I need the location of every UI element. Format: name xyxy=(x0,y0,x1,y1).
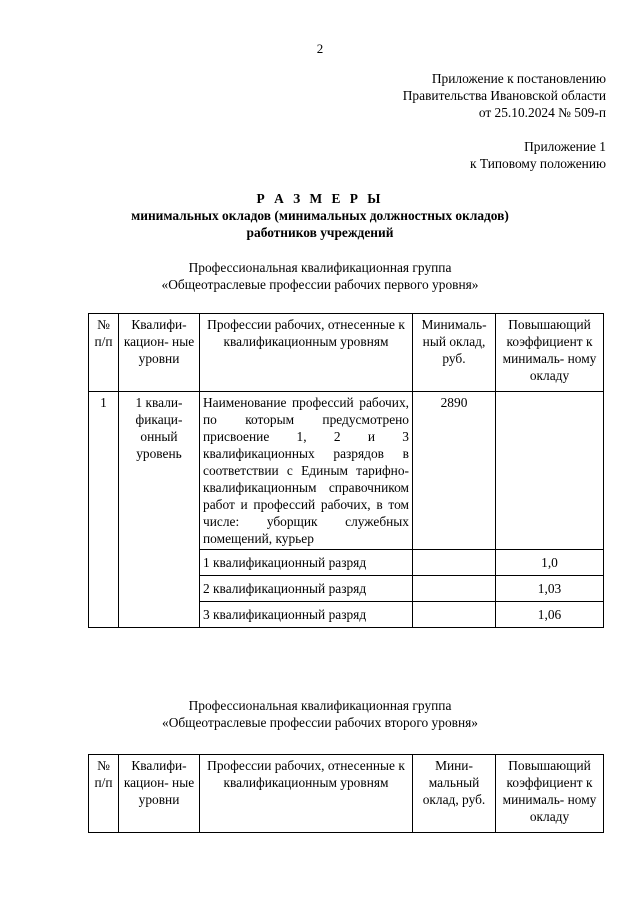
header-num: № п/п xyxy=(89,755,119,833)
salary-table-level1 xyxy=(88,313,604,628)
table-row xyxy=(89,392,604,550)
group1-heading xyxy=(0,259,640,293)
header-coef: Повышающий коэффициент к минималь- ному окладу xyxy=(496,314,604,392)
appendix1-header xyxy=(470,138,606,172)
row-level: 1 квали- фикаци- онный уровень xyxy=(119,392,200,628)
appendix-header xyxy=(403,70,606,121)
title-main: Р А З М Е Р Ы xyxy=(256,191,384,206)
page-number: 2 xyxy=(316,41,324,56)
table-header-row xyxy=(89,314,604,392)
header-salary: Мини- мальный оклад, руб. xyxy=(413,755,496,833)
header-num: № п/п xyxy=(89,314,119,392)
appendix-header-line3: от 25.10.2024 № 509-п xyxy=(478,105,606,120)
header-salary: Минималь- ный оклад, руб. xyxy=(413,314,496,392)
header-professions: Профессии рабочих, отнесенные к квалификационным уровням xyxy=(200,755,413,833)
row-coef xyxy=(496,392,604,550)
subrow-label: 2 квалификационный разряд xyxy=(200,576,413,602)
group1-line1: Профессиональная квалификационная группа xyxy=(188,260,452,275)
subrow-salary xyxy=(413,550,496,576)
row-num: 1 xyxy=(89,392,119,628)
group1-line2: «Общеотраслевые профессии рабочих первого уровня» xyxy=(161,277,479,292)
subrow-salary xyxy=(413,602,496,628)
row-salary: 2890 xyxy=(413,392,496,550)
header-coef: Повышающий коэффициент к минималь- ному окладу xyxy=(496,755,604,833)
title-line2: минимальных окладов (минимальных должностных окладов) xyxy=(131,208,509,223)
salary-table-level2 xyxy=(88,754,604,833)
subrow-coef: 1,0 xyxy=(496,550,604,576)
table-header-row xyxy=(89,755,604,833)
subrow-coef: 1,03 xyxy=(496,576,604,602)
subrow-salary xyxy=(413,576,496,602)
appendix-header-line2: Правительства Ивановской области xyxy=(402,88,606,103)
subrow-label: 3 квалификационный разряд xyxy=(200,602,413,628)
subrow-coef: 1,06 xyxy=(496,602,604,628)
header-level: Квалифи- кацион- ные уровни xyxy=(119,755,200,833)
group2-line2: «Общеотраслевые профессии рабочих второго уровня» xyxy=(162,715,478,730)
group2-heading xyxy=(0,697,640,731)
header-professions: Профессии рабочих, отнесенные к квалификационным уровням xyxy=(200,314,413,392)
header-level: Квалифи- кацион- ные уровни xyxy=(119,314,200,392)
appendix1-line1: Приложение 1 xyxy=(524,139,606,154)
title-line3: работников учреждений xyxy=(246,225,394,240)
subrow-label: 1 квалификационный разряд xyxy=(200,550,413,576)
appendix1-line2: к Типовому положению xyxy=(470,156,606,171)
row-professions: Наименование профессий рабочих, по которым предусмотрено присвоение 1, 2 и 3 квалификационных разрядов в соответствии с Единым тарифно-квалификационным справочником работ и профессий рабочих, в том числе: уборщик служебных помещений, курьер xyxy=(200,392,413,550)
group2-line1: Профессиональная квалификационная группа xyxy=(188,698,452,713)
appendix-header-line1: Приложение к постановлению xyxy=(431,71,606,86)
document-title xyxy=(0,190,640,241)
